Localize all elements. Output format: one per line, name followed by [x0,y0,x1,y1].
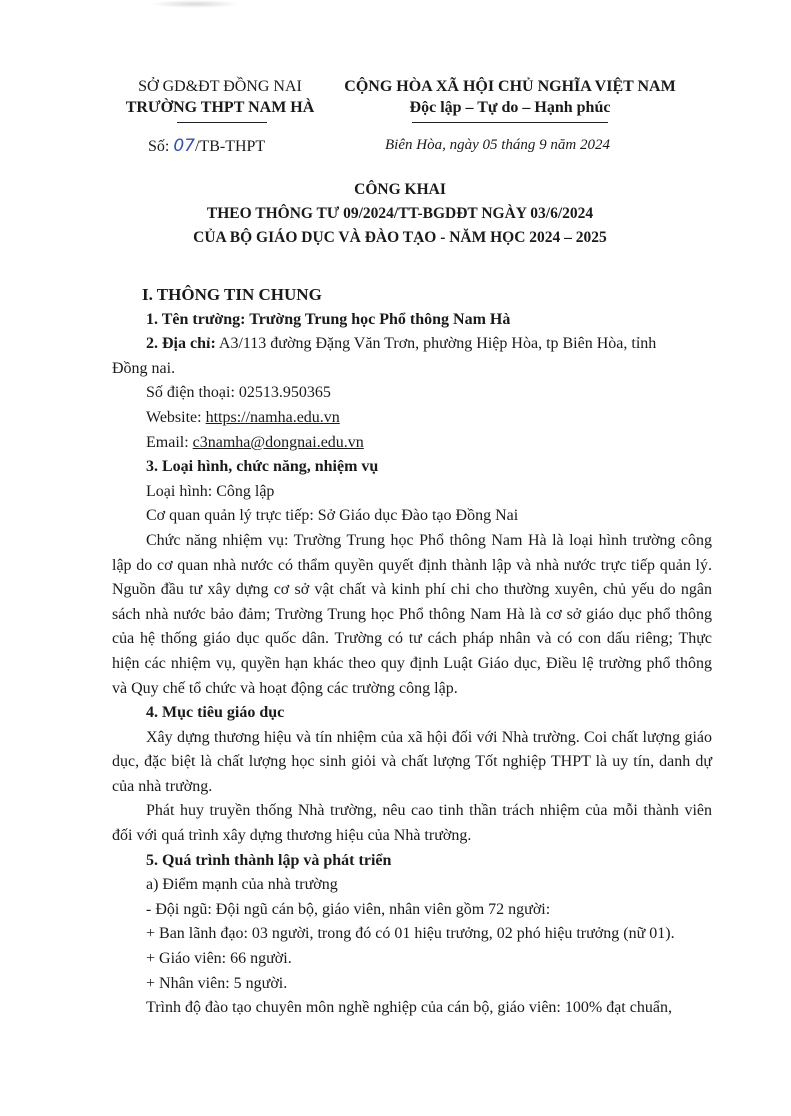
date-line: Biên Hòa, ngày 05 tháng 9 năm 2024 [385,137,610,153]
phone-line: Số điện thoại: 02513.950365 [146,384,331,402]
item-history [112,849,712,874]
doc-number-suffix: /TB-THPT [194,138,266,155]
item-goals [112,701,712,726]
header-rule-right [412,122,608,123]
item-goals-heading: 4. Mục tiêu giáo dục [146,704,285,722]
agency-line: Cơ quan quản lý trực tiếp: Sở Giáo dục Đào tạo Đồng Nai [146,507,519,525]
title-line-2: THEO THÔNG TƯ 09/2024/TT-BGDĐT NGÀY 03/6/2024 [206,205,594,222]
website-label: Website: [146,408,206,426]
section-heading: I. THÔNG TIN CHUNG [142,285,322,304]
leaders-line: + Ban lãnh đạo: 03 người, trong đó có 01 hiệu trưởng, 02 phó hiệu trưởng (nữ 01). [146,925,675,943]
country-name: CỘNG HÒA XÃ HỘI CHỦ NGHĨA VIỆT NAM [344,78,676,95]
item-type [112,455,712,480]
scan-artifact [150,0,240,8]
email-link[interactable]: c3namha@dongnai.edu.vn [192,433,364,451]
website-line [112,406,712,431]
doc-number-prefix: Số: [148,138,174,155]
qualification-line: Trình độ đào tạo chuyên môn nghề nghiệp của cán bộ, giáo viên: 100% đạt chuẩn, [146,999,672,1017]
item-history-heading: 5. Quá trình thành lập và phát triển [146,851,392,869]
function-paragraph: Chức năng nhiệm vụ: Trường Trung học Phổ thông Nam Hà là loại hình trường công lập do cơ quan nhà nước có thẩm quyền quyết định thành lập và nhà nước trực tiếp quản lý. Nguồn đầu tư xây dựng cơ sở vật chất và kinh phí chi cho thường xuyên, chủ yếu do ngân sách nhà nước bảo đảm; Trường Trung học Phổ thông Nam Hà là cơ sở giáo dục phổ thông của hệ thống giáo dục quốc dân. Trường có tư cách pháp nhân và có con dấu riêng; Thực hiện các nhiệm vụ, quyền hạn khác theo quy định Luật Giáo dục, Điều lệ trường phổ thông và Quy chế tổ chức và hoạt động các trường công lập. [112,531,712,697]
motto: Độc lập – Tự do – Hạnh phúc [409,99,611,116]
website-link[interactable]: https://namha.edu.vn [205,408,340,426]
national-motto [330,76,690,118]
staff-line: - Đội ngũ: Đội ngũ cán bộ, giáo viên, nhân viên gồm 72 người: [146,900,551,918]
issuing-agency [120,76,320,118]
title-line-1: CÔNG KHAI [354,181,446,198]
document-body [112,283,712,1021]
document-number [148,136,265,156]
employees-line: + Nhân viên: 5 người. [146,974,288,992]
item-school-name [112,308,712,333]
school-name: TRƯỜNG THPT NAM HÀ [125,99,315,116]
email-label: Email: [146,433,193,451]
address-label: 2. Địa chỉ: [146,335,216,353]
address-continued: Đồng nai. [112,359,176,377]
doc-number-handwritten: 07 [173,136,195,156]
goals-paragraph-2: Phát huy truyền thống Nhà trường, nêu cao tinh thần trách nhiệm của mỗi thành viên đối với quá trình xây dựng thương hiệu của Nhà trường. [112,802,712,845]
item-type-heading: 3. Loại hình, chức năng, nhiệm vụ [146,458,379,476]
strength-line: a) Điểm mạnh của nhà trường [146,876,338,894]
teachers-line: + Giáo viên: 66 người. [146,950,292,968]
email-line [112,431,712,456]
item-address [112,332,712,357]
goals-paragraph-1: Xây dựng thương hiệu và tín nhiệm của xã hội đối với Nhà trường. Coi chất lượng giáo dục, đặc biệt là chất lượng học sinh giỏi và chất lượng Tốt nghiệp THPT là uy tín, danh dự của nhà trường. [112,728,712,795]
document-title [120,178,680,250]
department-name: SỞ GD&ĐT ĐỒNG NAI [138,78,302,95]
address-text: A3/113 đường Đặng Văn Trơn, phường Hiệp Hòa, tp Biên Hòa, tỉnh [215,335,657,353]
item-school-name-text: 1. Tên trường: Trường Trung học Phổ thông Nam Hà [146,310,511,328]
title-line-3: CỦA BỘ GIÁO DỤC VÀ ĐÀO TẠO - NĂM HỌC 2024 – 2025 [193,229,607,246]
type-line: Loại hình: Công lập [146,482,275,500]
header-rule-left [177,122,267,123]
